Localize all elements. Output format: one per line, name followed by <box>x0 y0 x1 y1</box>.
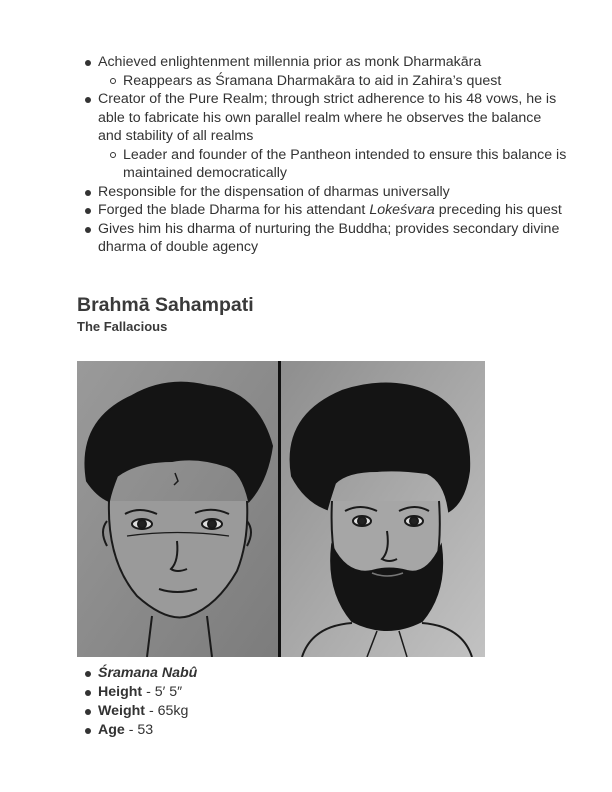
sub-list-item: Reappears as Śramana Dharmakāra to aid in Zahira’s quest <box>123 72 568 91</box>
height-value: - 5′ 5″ <box>142 684 183 700</box>
age-label: Age <box>98 722 125 738</box>
list-item <box>98 721 498 740</box>
list-item: Creator of the Pure Realm; through strict adherence to his 48 vows, he is able to fabricate his own parallel realm where he observes the balance and stability of all realms <box>98 90 568 146</box>
list-item: Achieved enlightenment millennia prior as monk Dharmakāra <box>98 53 568 72</box>
section-title: Brahmā Sahampati <box>77 294 254 316</box>
list-item-text: Forged the blade Dharma for his attendant <box>98 202 370 218</box>
section-subtitle: The Fallacious <box>77 319 168 334</box>
list-item <box>98 201 568 220</box>
list-item: Responsible for the dispensation of dharmas universally <box>98 183 568 202</box>
character-portrait-image <box>77 361 485 657</box>
list-item: Gives him his dharma of nurturing the Buddha; provides secondary divine dharma of double agency <box>98 220 568 257</box>
deity-attributes-list <box>98 53 568 257</box>
list-item-text: preceding his quest <box>434 202 562 218</box>
age-value: - 53 <box>124 722 154 738</box>
weight-value: - 65kg <box>145 703 189 719</box>
weight-label: Weight <box>98 703 146 719</box>
italic-name: Lokeśvara <box>369 202 435 218</box>
character-stats-list <box>98 664 498 740</box>
character-name: Śramana Nabû <box>98 665 198 681</box>
height-label: Height <box>98 684 143 700</box>
list-item <box>98 664 498 683</box>
list-item <box>98 683 498 702</box>
list-item <box>98 702 498 721</box>
sub-list-item: Leader and founder of the Pantheon intended to ensure this balance is maintained democratically <box>123 146 567 181</box>
